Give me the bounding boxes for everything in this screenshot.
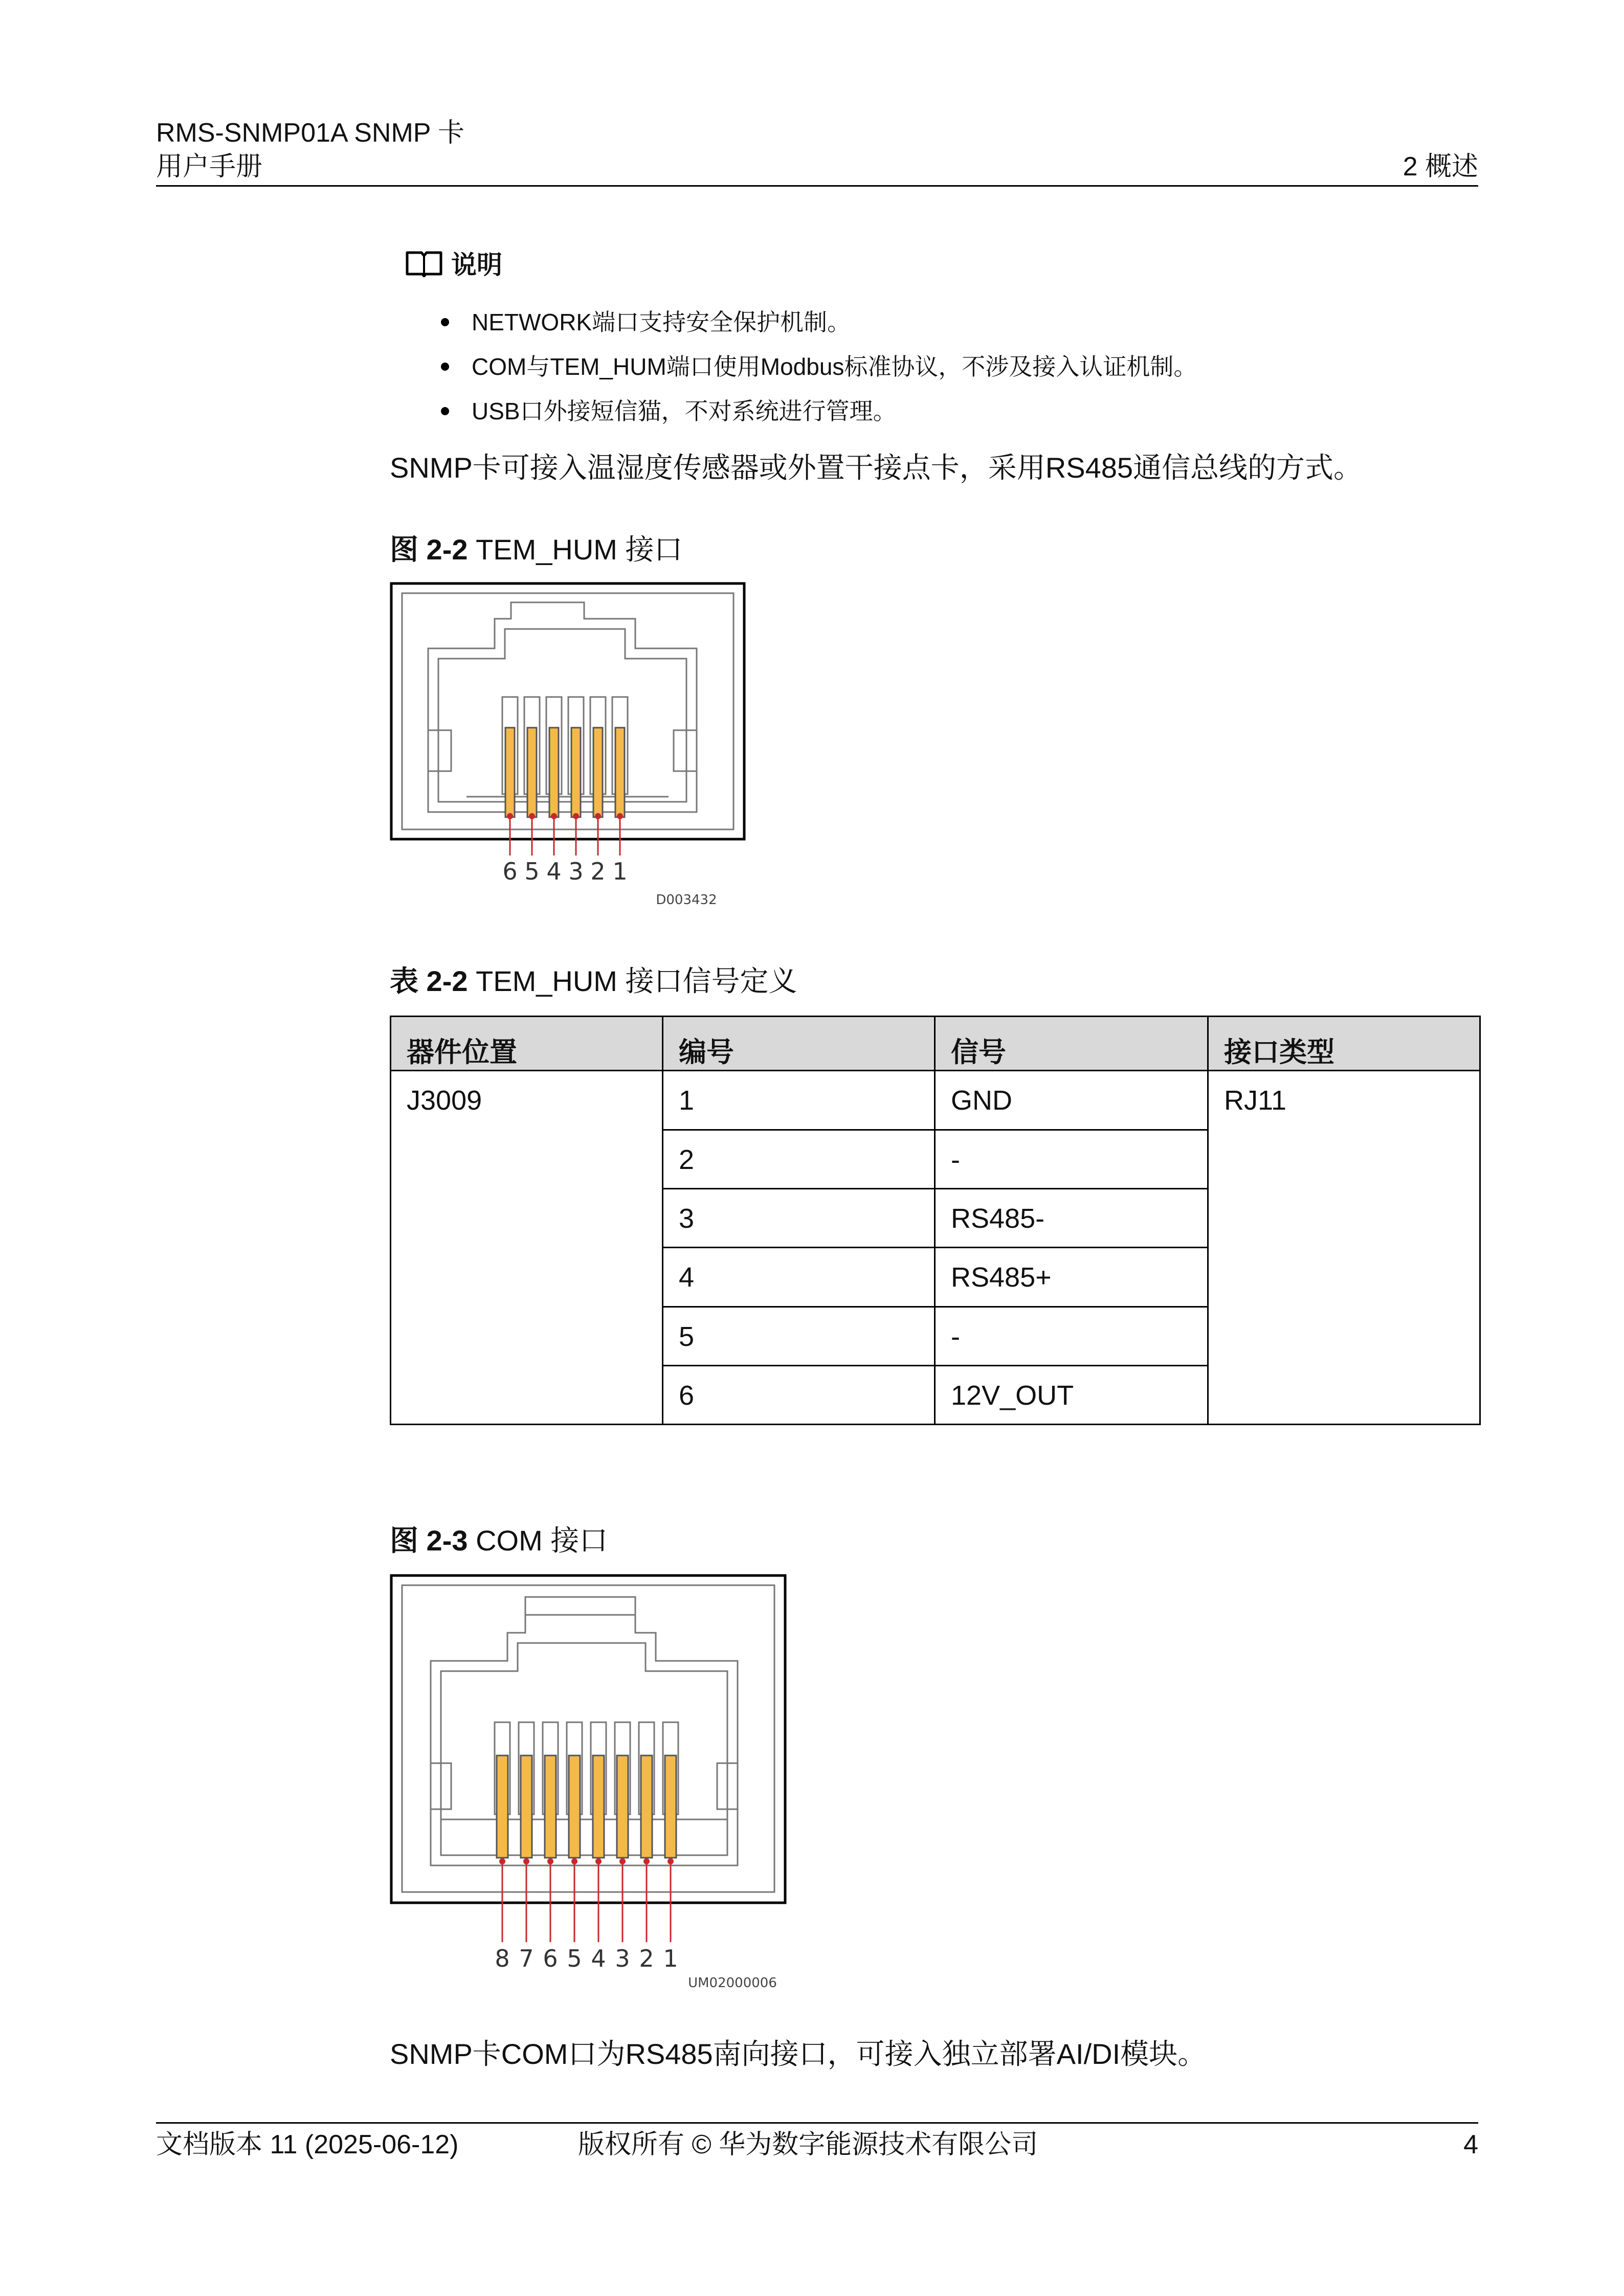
bullet-icon <box>441 318 449 326</box>
pin-dot <box>595 1858 602 1864</box>
pin-number-cell: 5 <box>663 1307 935 1365</box>
header-cell: 接口类型 <box>1208 1017 1480 1071</box>
pin-dot <box>507 813 513 819</box>
pin-label: 4 <box>591 1945 606 1972</box>
pin-contact <box>549 728 559 817</box>
pin-label: 3 <box>568 858 584 885</box>
pin-number-cell: 3 <box>663 1189 935 1248</box>
pin-label: 6 <box>543 1945 558 1972</box>
interface-type-cell: RJ11 <box>1208 1071 1480 1425</box>
figure-caption: 图 2-2 TEM_HUM 接口 <box>390 533 683 566</box>
pin-contact <box>545 1755 556 1858</box>
pin-dot <box>529 813 535 819</box>
com-port-diagram <box>390 1574 789 1993</box>
pin-dot <box>595 813 601 819</box>
footer-rule <box>156 2122 1478 2124</box>
signal-cell: RS485+ <box>935 1248 1208 1307</box>
table-caption: 表 2-2 TEM_HUM 接口信号定义 <box>390 965 797 997</box>
signal-cell: - <box>935 1130 1208 1189</box>
pin-dot <box>619 1858 626 1864</box>
pin-labels <box>502 858 627 885</box>
note-heading <box>404 244 502 281</box>
body-paragraph: SNMP卡可接入温湿度传感器或外置干接点卡，采用RS485通信总线的方式。 <box>390 452 1363 484</box>
pin-dot <box>551 813 557 819</box>
pin-contact <box>497 1755 508 1858</box>
doc-title: RMS-SNMP01A SNMP 卡 <box>156 118 464 148</box>
figure-code: D003432 <box>656 892 717 908</box>
pin-dot <box>523 1858 529 1864</box>
pin-contact <box>593 1755 604 1858</box>
pin-contact <box>641 1755 652 1858</box>
pin-number-cell: 2 <box>663 1130 935 1189</box>
pin-contact <box>521 1755 532 1858</box>
pin-label: 4 <box>546 858 562 885</box>
pin-contact <box>615 728 625 817</box>
book-icon <box>404 249 444 277</box>
pin-label: 5 <box>567 1945 582 1972</box>
pin-contact <box>527 728 537 817</box>
tem-hum-port-diagram <box>390 582 748 909</box>
figure-code: UM02000006 <box>688 1975 777 1991</box>
header-cell: 器件位置 <box>391 1017 663 1071</box>
pin-label: 6 <box>502 858 518 885</box>
pin-label: 3 <box>615 1945 630 1972</box>
signal-cell: 12V_OUT <box>935 1365 1208 1424</box>
page-number: 4 <box>1463 2130 1478 2159</box>
note-title: 说明 <box>451 251 502 279</box>
bullet-icon <box>441 363 449 371</box>
pin-label: 8 <box>495 1945 510 1972</box>
pin-contact <box>569 1755 580 1858</box>
header-rule <box>156 185 1478 187</box>
pin-label: 2 <box>639 1945 654 1972</box>
pin-dot <box>499 1858 505 1864</box>
note-item: COM与TEM_HUM端口使用Modbus标准协议，不涉及接入认证机制。 <box>441 351 1197 382</box>
pin-dot <box>547 1858 553 1864</box>
pin-label: 1 <box>612 858 628 885</box>
pin-contact <box>571 728 581 817</box>
pin-label: 5 <box>524 858 540 885</box>
table-header-row <box>391 1017 1480 1071</box>
header-cell: 编号 <box>663 1017 935 1071</box>
pin-dot <box>643 1858 650 1864</box>
signal-cell: GND <box>935 1071 1208 1130</box>
signal-table <box>390 1016 1481 1425</box>
pin-dot <box>573 813 579 819</box>
pin-dot <box>617 813 623 819</box>
pin-contact <box>505 728 515 817</box>
pin-label: 2 <box>590 858 606 885</box>
pin-number-cell: 6 <box>663 1365 935 1424</box>
copyright: 版权所有 © 华为数字能源技术有限公司 <box>578 2130 1038 2159</box>
pin-number-cell: 4 <box>663 1248 935 1307</box>
note-item: NETWORK端口支持安全保护机制。 <box>441 307 851 337</box>
location-cell: J3009 <box>391 1071 663 1425</box>
pin-dot <box>571 1858 577 1864</box>
header-cell: 信号 <box>935 1017 1208 1071</box>
doc-version: 文档版本 11 (2025-06-12) <box>156 2130 459 2159</box>
signal-cell: RS485- <box>935 1189 1208 1248</box>
pin-label: 7 <box>519 1945 534 1972</box>
pin-label: 1 <box>663 1945 678 1972</box>
port-outer-frame <box>391 1575 785 1903</box>
table-row <box>391 1071 1480 1130</box>
pin-contact <box>617 1755 628 1858</box>
pin-contact <box>665 1755 676 1858</box>
pin-labels <box>495 1945 678 1972</box>
pin-contact <box>593 728 603 817</box>
doc-subtitle: 用户手册 <box>156 152 263 182</box>
chapter-title: 2 概述 <box>1403 152 1478 182</box>
signal-cell: - <box>935 1307 1208 1365</box>
pin-number-cell: 1 <box>663 1071 935 1130</box>
note-item: USB口外接短信猫，不对系统进行管理。 <box>441 396 897 426</box>
body-paragraph: SNMP卡COM口为RS485南向接口，可接入独立部署AI/DI模块。 <box>390 2038 1207 2070</box>
bullet-icon <box>441 407 449 415</box>
pin-dot <box>668 1858 674 1864</box>
figure-caption: 图 2-3 COM 接口 <box>390 1524 608 1557</box>
